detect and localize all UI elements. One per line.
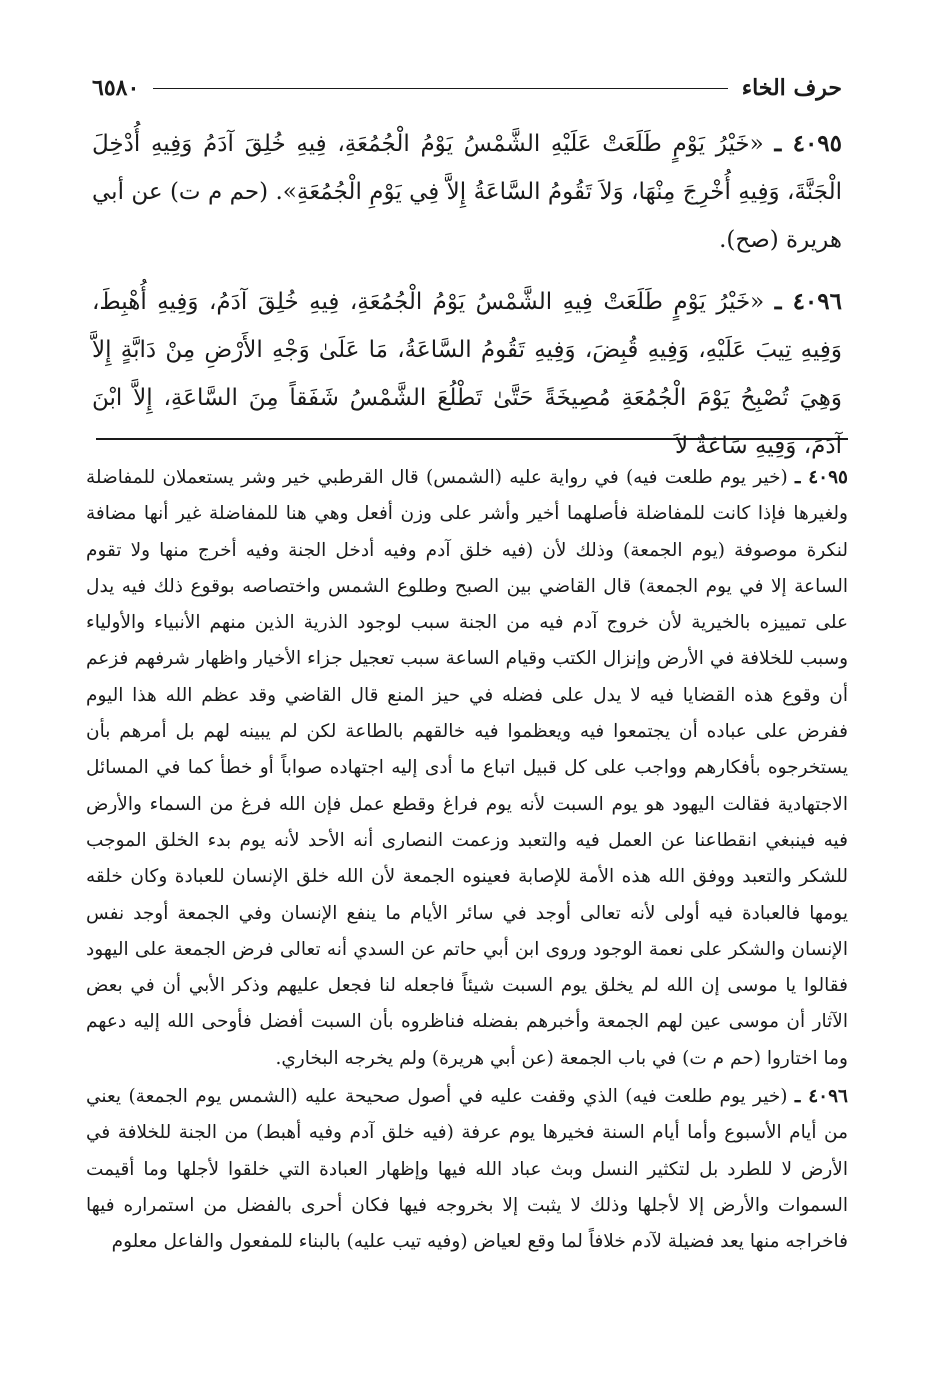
hadith-entry: [92, 120, 842, 264]
hadith-text: «خَيْرُ يَوْمٍ طَلَعَتْ فِيهِ الشَّمْسُ يَوْمُ الْجُمُعَةِ، فِيهِ خُلِقَ آدَمُ، وَفِيهِ أُهْبِطَ، وَفِيهِ تِيبَ عَلَيْهِ، وَفِيهِ قُبِضَ، وَفِيهِ تَقُومُ السَّاعَةُ، مَا عَلَىٰ وَجْهِ الأَرْضِ مِنْ دَابَّةٍ إِلاَّ وَهِيَ تُصْبِحُ يَوْمَ الْجُمُعَةِ مُصِيخَةً حَتَّىٰ تَطْلُعَ الشَّمْسُ شَفَقاً مِنَ السَّاعَةِ، إِلاَّ ابْنَ آدَمَ، وَفِيهِ سَاعَةٌ لاَ: [92, 289, 842, 459]
header-rule: [153, 88, 727, 89]
commentary-text: (خير يوم طلعت فيه) الذي وقفت عليه في أصول صحيحة عليه (الشمس يوم الجمعة) يعني من أيام الأسبوع وأما أيام السنة فخيرها يوم عرفة (فيه خلق آدم وفيه أهبط) من الجنة للخلافة في الأرض لا للطرد بل لتكثير النسل وبث عباد الله فيها وإظهار العبادة التي خلقوا لأجلها وما أقيمت السموات والأرض إلا لأجلها وذلك لا يثبت إلا بخروجه فيها فكان أحرى بالفضل من استمراره فيها فاخراجه منها يعد فضيلة لآدم خلافاً لما وقع لعياض (وفيه تيب عليه) بالبناء للمفعول والفاعل معلوم: [86, 1086, 848, 1253]
section-divider: [96, 438, 848, 440]
commentary-text: (خير يوم طلعت فيه) في رواية عليه (الشمس) قال القرطبي خير وشر يستعملان للمفاضلة ولغيرها فإذا كانت للمفاضلة فأصلهما أخير وأشر على وزن أفعل وهي هنا للمفاضلة غير أنها مضافة لنكرة موصوفة (يوم الجمعة) وذلك لأن (فيه خلق آدم وفيه أدخل الجنة وفيه أخرج منها ولا تقوم الساعة إلا في يوم الجمعة) قال القاضي بين الصبح وطلوع الشمس واختصاصه بوقوع ذلك فيه يدل على تمييزه بالخيرية لأن خروج آدم فيه من الجنة سبب لوجود الذرية الذين منهم الأنبياء والأولياء وسبب للخلافة في الأرض وإنزال الكتب وقيام الساعة سبب تعجيل جزاء الأخيار واظهار شرفهم فزعم أن وقوع هذه القضايا فيه لا يدل على فضله في حيز المنع قال القاضي وقد عظم الله هذا اليوم ففرض على عباده أن يجتمعوا فيه ويعظموا فيه خالقهم بالطاعة لكن لم يبينه لهم بل أمرهم بأن يستخرجوه بأفكارهم وواجب على كل قبيل اتباع ما أدى إليه اجتهاده صواباً أو خطأ كما في المسائل الاجتهادية فقالت اليهود هو يوم السبت لأنه يوم فراغ وقطع عمل فإن الله فرغ من السماء والأرض فيه فينبغي انقطاعنا عن العمل فيه والتعبد وزعمت النصارى أنه الأحد لأنه يوم بدء الخلق الموجب للشكر والتعبد ووفق الله هذه الأمة للإصابة فعينوه الجمعة لأن الله خلق الإنسان للعبادة وكان خلقه يومها فالعبادة فيه أولى لأنه تعالى أوجد في سائر الأيام ما ينفع الإنسان وفي الجمعة أوجد نفس الإنسان والشكر على نعمة الوجود وروى ابن أبي حاتم عن السدي أنه تعالى فرض الجمعة على اليهود فقالوا يا موسى إن الله لم يخلق يوم السبت شيئاً فاجعله لنا فجعل عليهم وذكر الأبي أن في بعض الآثار أن موسى عين لهم الجمعة وأخبرهم بفضله فناظروه بأن السبت أفضل فأوحى الله إليه دعهم وما اختاروا (حم م ت) في باب الجمعة (عن أبي هريرة) ولم يخرجه البخاري.: [86, 467, 849, 1069]
commentary-entry: [86, 1079, 848, 1260]
commentary-section: [86, 460, 848, 1263]
chapter-title: حرف الخاء: [741, 75, 842, 101]
commentary-entry: [86, 460, 848, 1077]
hadith-text-section: [92, 120, 842, 484]
commentary-number: ٤٠٩٥ ـ: [795, 467, 848, 488]
hadith-number: ٤٠٩٦ ـ: [774, 288, 842, 315]
page-header: [92, 70, 842, 106]
hadith-number: ٤٠٩٥ ـ: [774, 130, 843, 157]
hadith-text: «خَيْرُ يَوْمٍ طَلَعَتْ عَلَيْهِ الشَّمْسُ يَوْمُ الْجُمُعَةِ، فِيهِ خُلِقَ آدَمُ وَفِيهِ أُدْخِلَ الْجَنَّةَ، وَفِيهِ أُخْرِجَ مِنْهَا، وَلاَ تَقُومُ السَّاعَةُ إِلاَّ فِي يَوْمِ الْجُمُعَةِ». (حم م ت) عن أبي هريرة (صح).: [92, 131, 842, 253]
page-number: ٦٥٨٠: [92, 75, 140, 101]
hadith-entry: [92, 278, 842, 470]
commentary-number: ٤٠٩٦ ـ: [794, 1086, 848, 1108]
